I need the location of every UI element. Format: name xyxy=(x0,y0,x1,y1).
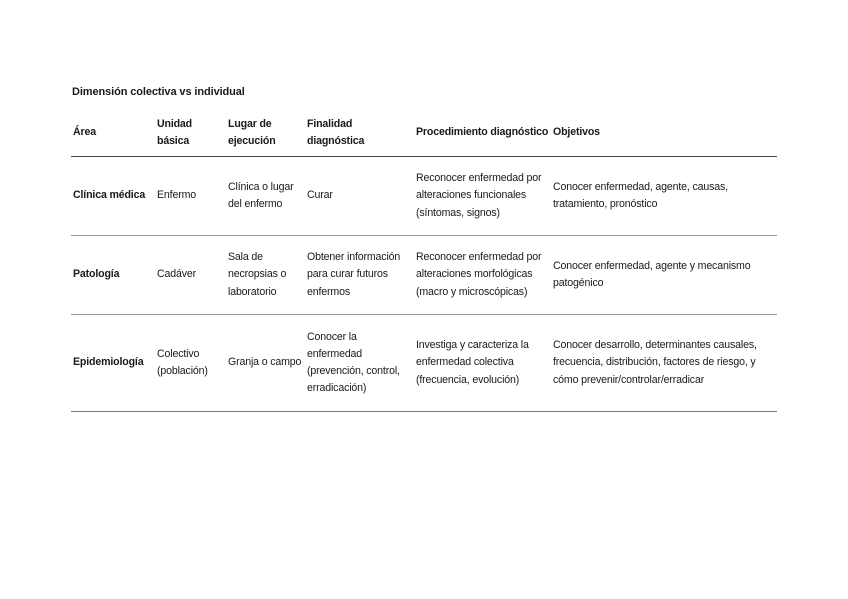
header-finalidad: Finalidad diagnóstica xyxy=(305,110,414,157)
cell-objetivos: Conocer enfermedad, agente, causas, tratamiento, pronóstico xyxy=(551,157,777,236)
cell-unidad: Enfermo xyxy=(155,157,226,236)
cell-objetivos: Conocer enfermedad, agente y mecanismo patogénico xyxy=(551,236,777,315)
cell-lugar: Granja o campo xyxy=(226,315,305,412)
cell-unidad: Cadáver xyxy=(155,236,226,315)
cell-area: Epidemiología xyxy=(71,315,155,412)
table-row xyxy=(71,157,777,236)
cell-objetivos: Conocer desarrollo, determinantes causales, frecuencia, distribución, factores de riesgo, y cómo prevenir/controlar/erradicar xyxy=(551,315,777,412)
cell-finalidad: Curar xyxy=(305,157,414,236)
table-title: Dimensión colectiva vs individual xyxy=(72,86,245,98)
cell-area: Patología xyxy=(71,236,155,315)
table-row xyxy=(71,315,777,412)
cell-procedimiento: Reconocer enfermedad por alteraciones funcionales (síntomas, signos) xyxy=(414,157,551,236)
cell-procedimiento: Reconocer enfermedad por alteraciones morfológicas (macro y microscópicas) xyxy=(414,236,551,315)
cell-lugar: Sala de necropsias o laboratorio xyxy=(226,236,305,315)
header-unidad: Unidad básica xyxy=(155,110,226,157)
cell-procedimiento: Investiga y caracteriza la enfermedad colectiva (frecuencia, evolución) xyxy=(414,315,551,412)
cell-finalidad: Conocer la enfermedad (prevención, control, erradicación) xyxy=(305,315,414,412)
cell-finalidad: Obtener información para curar futuros enfermos xyxy=(305,236,414,315)
table-row xyxy=(71,236,777,315)
header-objetivos: Objetivos xyxy=(551,110,777,157)
cell-unidad: Colectivo (población) xyxy=(155,315,226,412)
cell-area: Clínica médica xyxy=(71,157,155,236)
comparison-table xyxy=(71,110,777,412)
header-row xyxy=(71,110,777,157)
header-lugar: Lugar de ejecución xyxy=(226,110,305,157)
header-procedimiento: Procedimiento diagnóstico xyxy=(414,110,551,157)
cell-lugar: Clínica o lugar del enfermo xyxy=(226,157,305,236)
header-area: Área xyxy=(71,110,155,157)
